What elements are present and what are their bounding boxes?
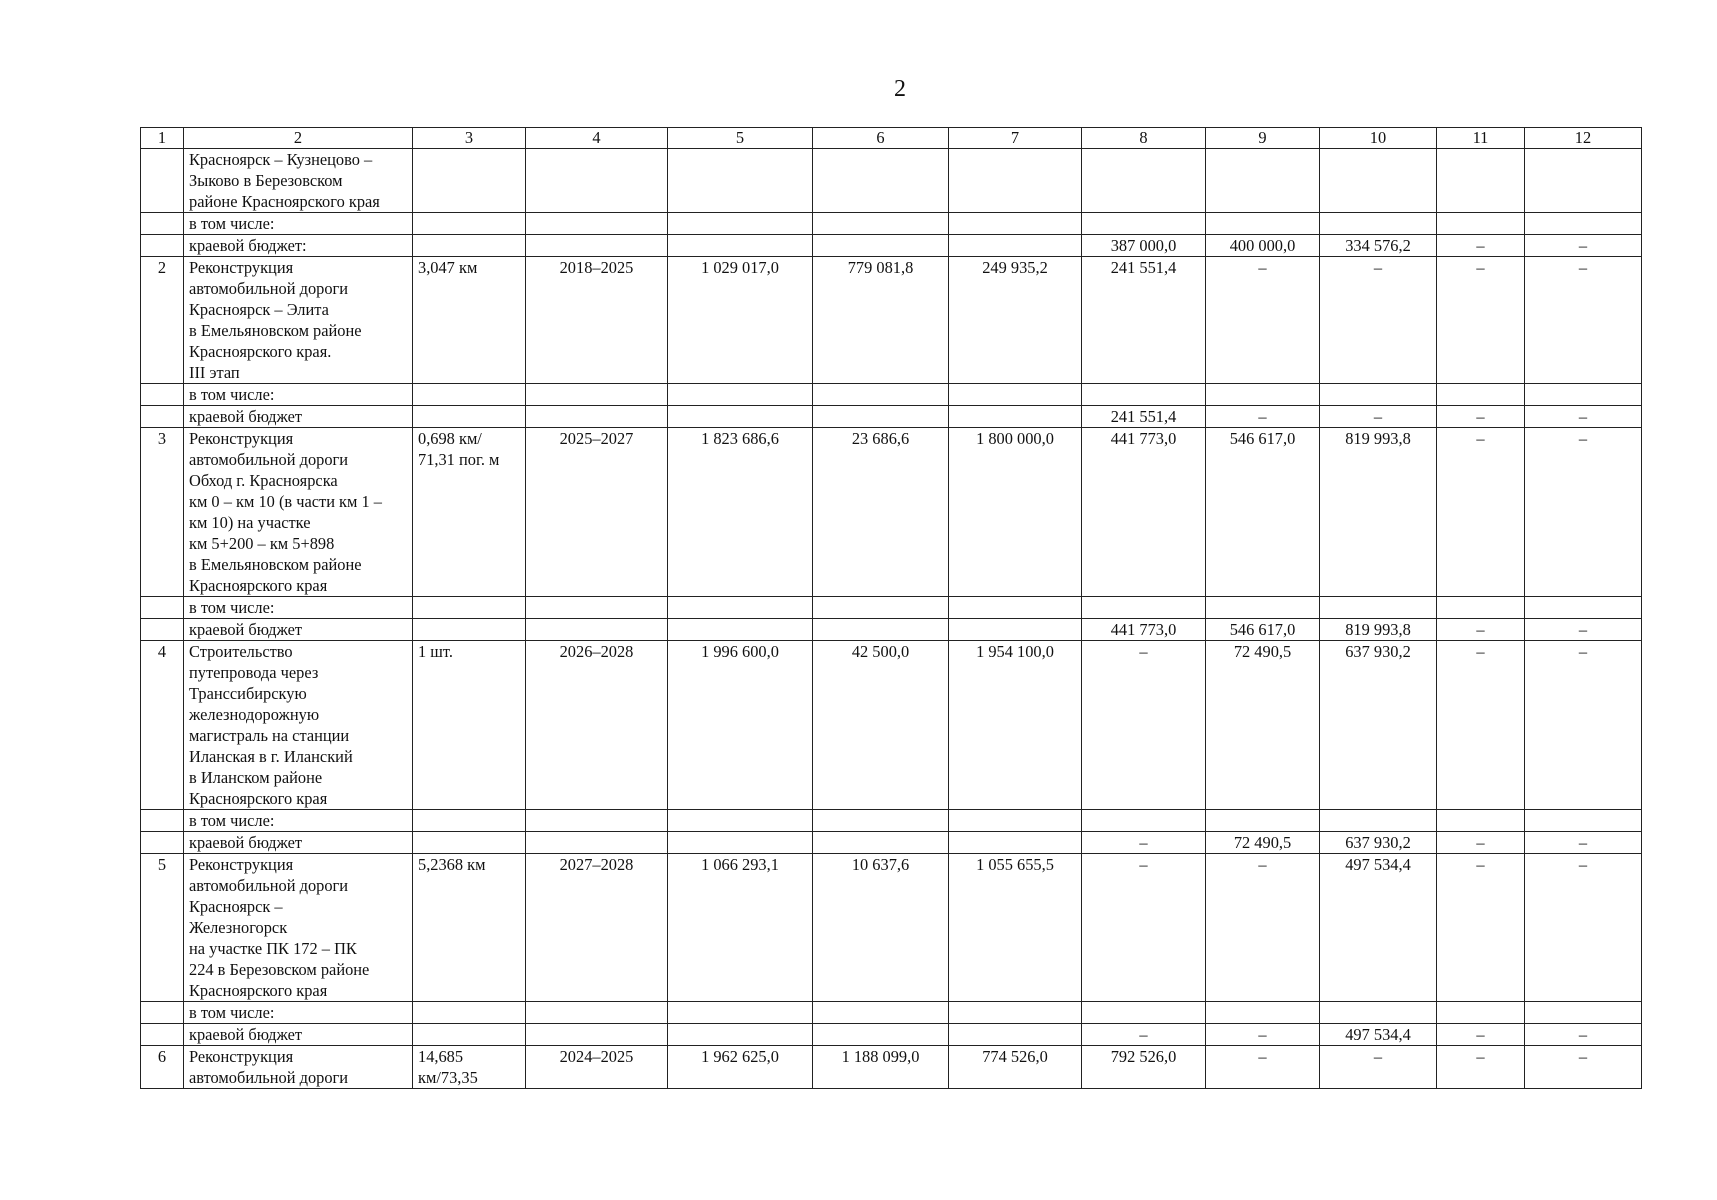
row-number-cell <box>141 406 184 428</box>
value-cell <box>813 213 949 235</box>
object-name-cell: краевой бюджет <box>184 832 413 854</box>
value-cell <box>413 1024 526 1046</box>
value-cell: – <box>1437 832 1525 854</box>
value-cell <box>526 213 668 235</box>
table-header-row <box>141 128 1642 149</box>
value-cell <box>413 235 526 257</box>
row-number-cell <box>141 597 184 619</box>
value-cell: – <box>1082 1024 1206 1046</box>
value-cell <box>813 619 949 641</box>
value-cell <box>1320 213 1437 235</box>
table-row <box>141 428 1642 597</box>
value-cell <box>949 235 1082 257</box>
value-cell: 1 029 017,0 <box>668 257 813 384</box>
table-row <box>141 832 1642 854</box>
value-cell <box>526 149 668 213</box>
value-cell: – <box>1437 641 1525 810</box>
value-cell <box>526 406 668 428</box>
value-cell <box>1525 149 1642 213</box>
value-cell: 3,047 км <box>413 257 526 384</box>
object-name-cell: в том числе: <box>184 597 413 619</box>
value-cell: 546 617,0 <box>1206 619 1320 641</box>
header-cell: 1 <box>141 128 184 149</box>
budget-table <box>140 127 1642 1089</box>
value-cell: – <box>1206 257 1320 384</box>
value-cell <box>813 149 949 213</box>
value-cell: 1 996 600,0 <box>668 641 813 810</box>
row-number-cell: 4 <box>141 641 184 810</box>
value-cell: 72 490,5 <box>1206 641 1320 810</box>
value-cell <box>1206 384 1320 406</box>
header-cell: 5 <box>668 128 813 149</box>
value-cell <box>1320 1002 1437 1024</box>
value-cell: 0,698 км/ 71,31 пог. м <box>413 428 526 597</box>
object-name-cell: Реконструкция автомобильной дороги Красноярск – Элита в Емельяновском районе Красноярского края. III этап <box>184 257 413 384</box>
value-cell: 1 823 686,6 <box>668 428 813 597</box>
value-cell: – <box>1206 406 1320 428</box>
row-number-cell <box>141 384 184 406</box>
value-cell: – <box>1525 428 1642 597</box>
object-name-cell: в том числе: <box>184 213 413 235</box>
value-cell: 2018–2025 <box>526 257 668 384</box>
value-cell <box>1320 384 1437 406</box>
value-cell <box>668 406 813 428</box>
object-name-cell: краевой бюджет <box>184 406 413 428</box>
table-row <box>141 597 1642 619</box>
value-cell <box>949 1002 1082 1024</box>
value-cell: 637 930,2 <box>1320 832 1437 854</box>
value-cell: – <box>1525 641 1642 810</box>
table-row <box>141 619 1642 641</box>
row-number-cell: 5 <box>141 854 184 1002</box>
table-row <box>141 854 1642 1002</box>
value-cell: – <box>1525 619 1642 641</box>
value-cell: 14,685 км/73,35 <box>413 1046 526 1089</box>
value-cell <box>413 832 526 854</box>
value-cell: – <box>1437 1024 1525 1046</box>
page-number: 2 <box>894 76 906 102</box>
value-cell: – <box>1525 257 1642 384</box>
value-cell <box>668 213 813 235</box>
value-cell: – <box>1525 832 1642 854</box>
value-cell <box>1525 1002 1642 1024</box>
value-cell <box>813 384 949 406</box>
value-cell: 546 617,0 <box>1206 428 1320 597</box>
value-cell: 334 576,2 <box>1320 235 1437 257</box>
row-number-cell <box>141 213 184 235</box>
value-cell <box>668 1002 813 1024</box>
value-cell <box>949 597 1082 619</box>
value-cell: 10 637,6 <box>813 854 949 1002</box>
value-cell: – <box>1206 854 1320 1002</box>
value-cell <box>1437 213 1525 235</box>
header-cell: 2 <box>184 128 413 149</box>
value-cell <box>1525 213 1642 235</box>
value-cell: 497 534,4 <box>1320 1024 1437 1046</box>
header-cell: 12 <box>1525 128 1642 149</box>
value-cell <box>668 384 813 406</box>
value-cell: – <box>1437 257 1525 384</box>
value-cell: 792 526,0 <box>1082 1046 1206 1089</box>
table-row <box>141 257 1642 384</box>
value-cell: 5,2368 км <box>413 854 526 1002</box>
value-cell <box>1437 597 1525 619</box>
object-name-cell: краевой бюджет <box>184 1024 413 1046</box>
value-cell: 241 551,4 <box>1082 257 1206 384</box>
value-cell: 497 534,4 <box>1320 854 1437 1002</box>
value-cell <box>1082 597 1206 619</box>
object-name-cell: Реконструкция автомобильной дороги <box>184 1046 413 1089</box>
value-cell <box>1082 149 1206 213</box>
value-cell <box>668 597 813 619</box>
value-cell: 72 490,5 <box>1206 832 1320 854</box>
value-cell <box>949 832 1082 854</box>
table-row <box>141 213 1642 235</box>
object-name-cell: краевой бюджет: <box>184 235 413 257</box>
row-number-cell: 3 <box>141 428 184 597</box>
header-cell: 4 <box>526 128 668 149</box>
row-number-cell: 2 <box>141 257 184 384</box>
object-name-cell: Красноярск – Кузнецово – Зыково в Березовском районе Красноярского края <box>184 149 413 213</box>
object-name-cell: краевой бюджет <box>184 619 413 641</box>
value-cell: 2027–2028 <box>526 854 668 1002</box>
value-cell <box>813 1002 949 1024</box>
value-cell <box>1320 597 1437 619</box>
value-cell <box>1525 597 1642 619</box>
value-cell: – <box>1525 854 1642 1002</box>
value-cell: – <box>1525 235 1642 257</box>
table-row <box>141 641 1642 810</box>
value-cell: 637 930,2 <box>1320 641 1437 810</box>
value-cell: – <box>1206 1046 1320 1089</box>
table-row <box>141 235 1642 257</box>
value-cell <box>813 832 949 854</box>
value-cell <box>1437 1002 1525 1024</box>
table-row <box>141 384 1642 406</box>
value-cell <box>1525 384 1642 406</box>
value-cell <box>949 619 1082 641</box>
header-cell: 7 <box>949 128 1082 149</box>
value-cell <box>1206 213 1320 235</box>
object-name-cell: Строительство путепровода через Транссибирскую железнодорожную магистраль на станции Иланская в г. Иланский в Иланском районе Красноярского края <box>184 641 413 810</box>
table-row <box>141 406 1642 428</box>
value-cell: 42 500,0 <box>813 641 949 810</box>
row-number-cell: 6 <box>141 1046 184 1089</box>
value-cell: – <box>1525 1046 1642 1089</box>
value-cell: – <box>1437 406 1525 428</box>
value-cell: 819 993,8 <box>1320 428 1437 597</box>
value-cell <box>668 1024 813 1046</box>
header-cell: 9 <box>1206 128 1320 149</box>
value-cell: – <box>1082 641 1206 810</box>
value-cell <box>413 213 526 235</box>
value-cell <box>1206 810 1320 832</box>
value-cell: 779 081,8 <box>813 257 949 384</box>
value-cell: – <box>1082 832 1206 854</box>
row-number-cell <box>141 149 184 213</box>
value-cell <box>949 213 1082 235</box>
value-cell: – <box>1437 428 1525 597</box>
row-number-cell <box>141 810 184 832</box>
value-cell <box>413 810 526 832</box>
value-cell: – <box>1437 235 1525 257</box>
value-cell <box>668 235 813 257</box>
value-cell: 1 954 100,0 <box>949 641 1082 810</box>
value-cell: – <box>1437 619 1525 641</box>
value-cell: 241 551,4 <box>1082 406 1206 428</box>
value-cell <box>813 1024 949 1046</box>
value-cell <box>1206 1002 1320 1024</box>
value-cell <box>1320 149 1437 213</box>
value-cell: 1 188 099,0 <box>813 1046 949 1089</box>
value-cell <box>949 384 1082 406</box>
row-number-cell <box>141 1024 184 1046</box>
value-cell <box>1082 384 1206 406</box>
value-cell: – <box>1320 1046 1437 1089</box>
object-name-cell: Реконструкция автомобильной дороги Обход г. Красноярска км 0 – км 10 (в части км 1 – км 10) на участке км 5+200 – км 5+898 в Емельяновском районе Красноярского края <box>184 428 413 597</box>
header-cell: 8 <box>1082 128 1206 149</box>
value-cell: 1 066 293,1 <box>668 854 813 1002</box>
value-cell <box>1437 384 1525 406</box>
value-cell <box>526 619 668 641</box>
value-cell: 387 000,0 <box>1082 235 1206 257</box>
value-cell <box>413 384 526 406</box>
row-number-cell <box>141 1002 184 1024</box>
value-cell <box>413 1002 526 1024</box>
value-cell: – <box>1320 257 1437 384</box>
value-cell: 441 773,0 <box>1082 428 1206 597</box>
value-cell: 2024–2025 <box>526 1046 668 1089</box>
value-cell <box>1082 1002 1206 1024</box>
value-cell <box>668 832 813 854</box>
value-cell <box>1206 597 1320 619</box>
value-cell: 819 993,8 <box>1320 619 1437 641</box>
value-cell: 23 686,6 <box>813 428 949 597</box>
value-cell <box>526 1002 668 1024</box>
value-cell <box>526 1024 668 1046</box>
value-cell: – <box>1437 1046 1525 1089</box>
value-cell: 400 000,0 <box>1206 235 1320 257</box>
value-cell: 2025–2027 <box>526 428 668 597</box>
table-row <box>141 1002 1642 1024</box>
value-cell: – <box>1525 406 1642 428</box>
table-row <box>141 810 1642 832</box>
row-number-cell <box>141 235 184 257</box>
value-cell <box>413 619 526 641</box>
header-cell: 6 <box>813 128 949 149</box>
value-cell: 249 935,2 <box>949 257 1082 384</box>
value-cell: 774 526,0 <box>949 1046 1082 1089</box>
object-name-cell: Реконструкция автомобильной дороги Красноярск – Железногорск на участке ПК 172 – ПК 224 в Березовском районе Красноярского края <box>184 854 413 1002</box>
value-cell: – <box>1525 1024 1642 1046</box>
value-cell <box>526 384 668 406</box>
object-name-cell: в том числе: <box>184 1002 413 1024</box>
value-cell <box>526 235 668 257</box>
value-cell <box>413 149 526 213</box>
row-number-cell <box>141 619 184 641</box>
value-cell <box>1082 810 1206 832</box>
value-cell <box>949 1024 1082 1046</box>
value-cell: 2026–2028 <box>526 641 668 810</box>
value-cell <box>668 619 813 641</box>
value-cell <box>526 832 668 854</box>
value-cell <box>413 597 526 619</box>
value-cell <box>1437 149 1525 213</box>
value-cell: – <box>1437 854 1525 1002</box>
value-cell <box>526 810 668 832</box>
table-row <box>141 149 1642 213</box>
value-cell <box>1525 810 1642 832</box>
row-number-cell <box>141 832 184 854</box>
value-cell <box>949 406 1082 428</box>
header-cell: 11 <box>1437 128 1525 149</box>
value-cell <box>949 149 1082 213</box>
value-cell <box>813 235 949 257</box>
value-cell <box>813 406 949 428</box>
value-cell <box>526 597 668 619</box>
value-cell <box>413 406 526 428</box>
table-row <box>141 1046 1642 1089</box>
header-cell: 10 <box>1320 128 1437 149</box>
value-cell: 1 шт. <box>413 641 526 810</box>
value-cell <box>1206 149 1320 213</box>
value-cell: 1 055 655,5 <box>949 854 1082 1002</box>
value-cell <box>813 597 949 619</box>
object-name-cell: в том числе: <box>184 810 413 832</box>
value-cell <box>1437 810 1525 832</box>
value-cell: 1 962 625,0 <box>668 1046 813 1089</box>
value-cell <box>668 149 813 213</box>
value-cell <box>1082 213 1206 235</box>
value-cell <box>668 810 813 832</box>
value-cell: 441 773,0 <box>1082 619 1206 641</box>
value-cell: – <box>1320 406 1437 428</box>
value-cell: – <box>1206 1024 1320 1046</box>
header-cell: 3 <box>413 128 526 149</box>
value-cell <box>949 810 1082 832</box>
value-cell <box>1320 810 1437 832</box>
object-name-cell: в том числе: <box>184 384 413 406</box>
value-cell: – <box>1082 854 1206 1002</box>
table-row <box>141 1024 1642 1046</box>
value-cell <box>813 810 949 832</box>
value-cell: 1 800 000,0 <box>949 428 1082 597</box>
